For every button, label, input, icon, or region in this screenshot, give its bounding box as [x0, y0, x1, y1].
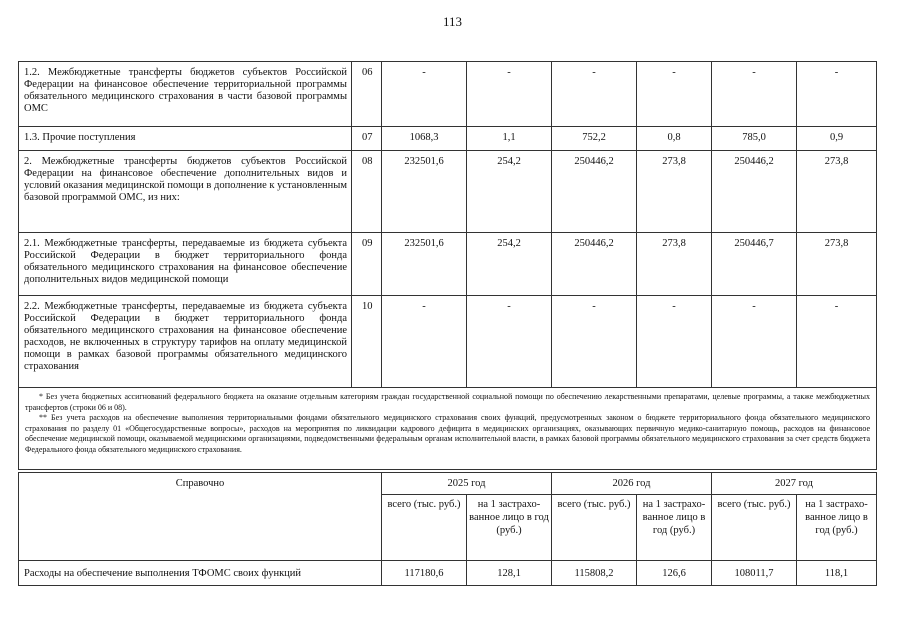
- value-cell: -: [467, 296, 552, 388]
- value-cell: -: [797, 62, 877, 127]
- value-cell: -: [382, 296, 467, 388]
- value-cell: 785,0: [712, 127, 797, 151]
- table-row: [19, 233, 877, 296]
- value-cell: 250446,2: [712, 151, 797, 233]
- value-cell: 232501,6: [382, 233, 467, 296]
- subheader-total: всего (тыс. руб.): [712, 495, 797, 561]
- year-header: 2026 год: [552, 473, 712, 495]
- value-cell: 1068,3: [382, 127, 467, 151]
- value-cell: 232501,6: [382, 151, 467, 233]
- value-cell: 250446,2: [552, 233, 637, 296]
- value-cell: -: [637, 62, 712, 127]
- reference-header-row: [19, 473, 877, 495]
- row-description: 2.2. Межбюджетные трансферты, передаваемые из бюджета субъекта Российской Федерации в бюджет территориального фонда обязательного медицинского страхования на финансовое обеспечение расходов, не включенных в структуру тарифов на оплату медицинской помощи в рамках базовой программы обязательного медицинского страхования: [19, 296, 352, 388]
- value-cell: 273,8: [637, 151, 712, 233]
- value-cell: 115808,2: [552, 561, 637, 586]
- row-code: 06: [352, 62, 382, 127]
- value-cell: -: [797, 296, 877, 388]
- value-cell: -: [382, 62, 467, 127]
- value-cell: -: [712, 296, 797, 388]
- financing-table: [18, 61, 877, 470]
- value-cell: -: [712, 62, 797, 127]
- table-row: [19, 127, 877, 151]
- row-code: 08: [352, 151, 382, 233]
- value-cell: 250446,2: [552, 151, 637, 233]
- subheader-per-person: на 1 застрахо- ванное лицо в год (руб.): [797, 495, 877, 561]
- year-header: 2027 год: [712, 473, 877, 495]
- value-cell: -: [637, 296, 712, 388]
- subheader-per-person: на 1 застрахо- ванное лицо в год (руб.): [637, 495, 712, 561]
- value-cell: -: [552, 62, 637, 127]
- table-row: [19, 62, 877, 127]
- page-number: 113: [442, 14, 463, 29]
- row-code: 09: [352, 233, 382, 296]
- value-cell: 0,8: [637, 127, 712, 151]
- value-cell: 108011,7: [712, 561, 797, 586]
- table-row: [19, 151, 877, 233]
- table-row: [19, 296, 877, 388]
- value-cell: 117180,6: [382, 561, 467, 586]
- reference-title: Справочно: [19, 473, 382, 561]
- reference-table: [18, 472, 877, 586]
- reference-data-row: [19, 561, 877, 586]
- value-cell: 254,2: [467, 233, 552, 296]
- value-cell: 126,6: [637, 561, 712, 586]
- row-description: 2.1. Межбюджетные трансферты, передаваемые из бюджета субъекта Российской Федерации в бюджет территориального фонда обязательного медицинского страхования на финансовое обеспечение дополнительных видов медицинской помощи: [19, 233, 352, 296]
- footnotes-row: [19, 388, 877, 470]
- row-description: 1.3. Прочие поступления: [19, 127, 352, 151]
- value-cell: 118,1: [797, 561, 877, 586]
- subheader-total: всего (тыс. руб.): [552, 495, 637, 561]
- row-description: 1.2. Межбюджетные трансферты бюджетов субъектов Российской Федерации на финансовое обеспечение территориальной программы обязательного медицинского страхования в части базовой программы ОМС: [19, 62, 352, 127]
- value-cell: -: [467, 62, 552, 127]
- value-cell: 1,1: [467, 127, 552, 151]
- value-cell: 0,9: [797, 127, 877, 151]
- reference-row-label: Расходы на обеспечение выполнения ТФОМС своих функций: [19, 561, 382, 586]
- row-description: 2. Межбюджетные трансферты бюджетов субъектов Российской Федерации на финансовое обеспечение дополнительных видов и условий оказания медицинской помощи в дополнение к установленным базовой программой ОМС, из них:: [19, 151, 352, 233]
- value-cell: 273,8: [797, 151, 877, 233]
- subheader-per-person: на 1 застрахо- ванное лицо в год (руб.): [467, 495, 552, 561]
- subheader-total: всего (тыс. руб.): [382, 495, 467, 561]
- row-code: 10: [352, 296, 382, 388]
- year-header: 2025 год: [382, 473, 552, 495]
- value-cell: -: [552, 296, 637, 388]
- value-cell: 273,8: [637, 233, 712, 296]
- footnote-2: ** Без учета расходов на обеспечение выполнения территориальными фондами обязательного медицинского страхования своих функций, предусмотренных законом о бюджете территориального фонда обязательного медицинского страхования по разделу 01 «Общегосударственные вопросы», расходов на мероприятия по ликвидации кадрового дефицита в медицинских организациях, оказывающих первичную медико-санитарную помощь, расходов на финансовое обеспечение медицинской помощи, оказываемой медицинскими организациями, подведомственными федеральным органам исполнительной власти, в рамках базовой программы обязательного медицинского страхования за счет средств бюджета Федерального фонда обязательного медицинского страхования.: [25, 413, 870, 454]
- row-code: 07: [352, 127, 382, 151]
- value-cell: 273,8: [797, 233, 877, 296]
- value-cell: 254,2: [467, 151, 552, 233]
- footnote-1: * Без учета бюджетных ассигнований федерального бюджета на оказание отдельным категориям граждан государственной социальной помощи по обеспечению лекарственными препаратами, целевые программы, а также межбюджетных трансфертов (строки 06 и 08).: [25, 392, 870, 412]
- footnotes: [19, 388, 877, 470]
- value-cell: 752,2: [552, 127, 637, 151]
- value-cell: 128,1: [467, 561, 552, 586]
- value-cell: 250446,7: [712, 233, 797, 296]
